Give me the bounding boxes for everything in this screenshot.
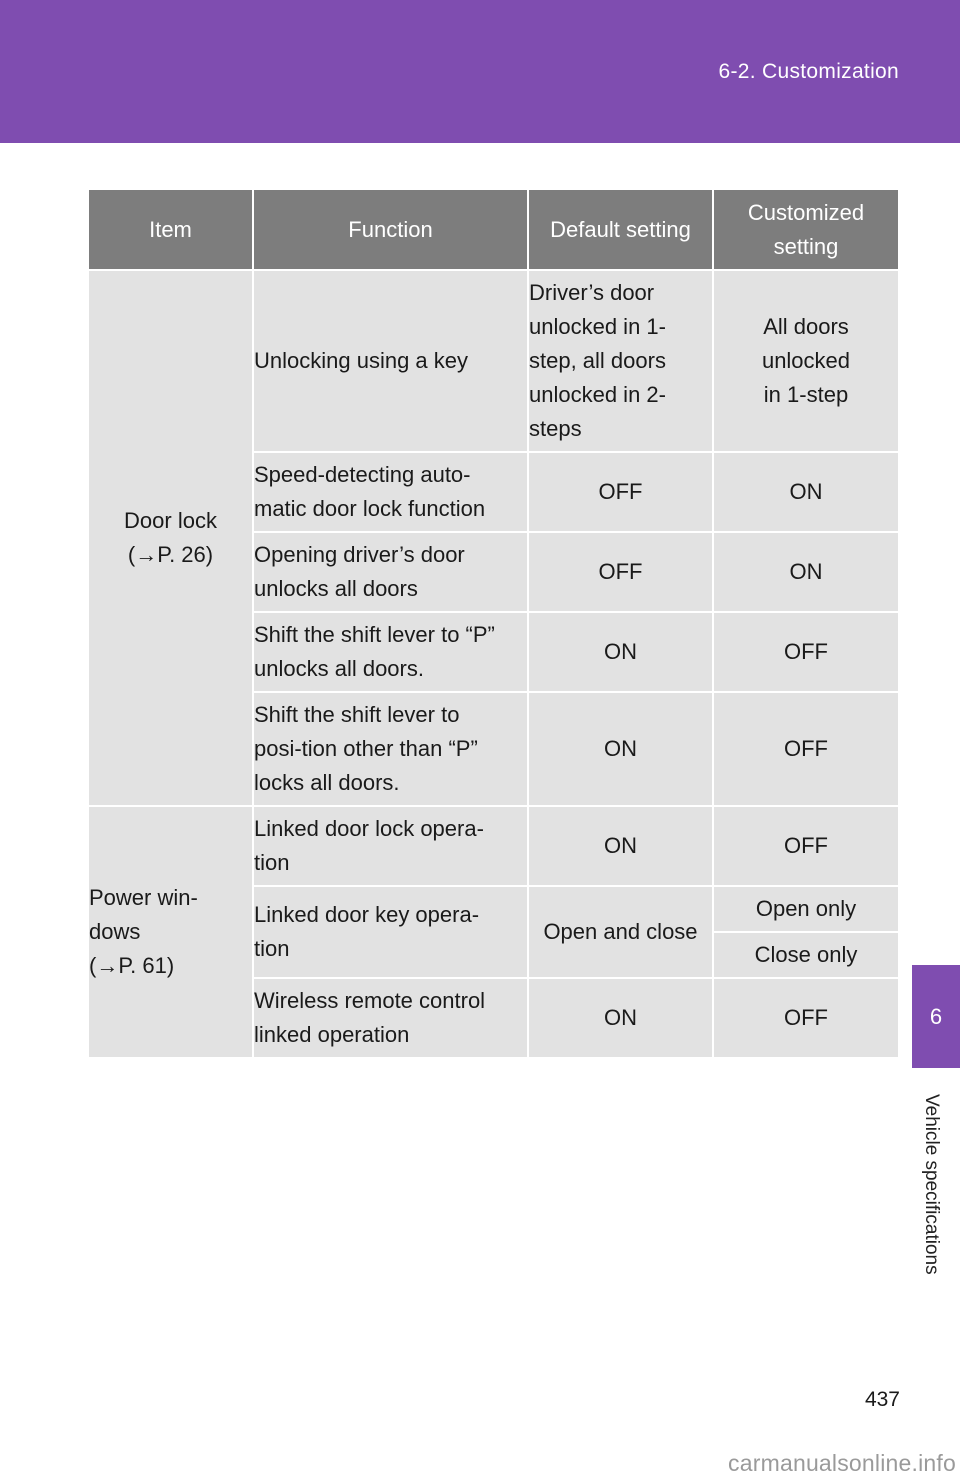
customization-table: [89, 190, 898, 1059]
page-reference: (→P. 61): [89, 953, 175, 978]
function-cell: [253, 806, 528, 886]
function-cell: [253, 532, 528, 612]
function-cell: Unlocking using a key: [253, 270, 528, 452]
column-header-item: Item: [89, 190, 253, 270]
customized-cell: ON: [713, 452, 898, 532]
table-row: [89, 270, 898, 452]
page-number: 437: [864, 1388, 900, 1411]
item-name: Door lock: [124, 508, 217, 533]
default-cell: Open and close: [528, 886, 713, 978]
chapter-tab: [912, 965, 960, 1068]
customized-cell: OFF: [713, 612, 898, 692]
default-cell: ON: [528, 806, 713, 886]
function-text: Wireless remote control linked operation: [254, 988, 486, 1047]
default-cell: ON: [528, 612, 713, 692]
customized-cell: OFF: [713, 692, 898, 806]
default-cell: OFF: [528, 452, 713, 532]
table-header-row: [89, 190, 898, 270]
page-reference: (→P. 26): [127, 542, 214, 567]
customized-cell: [713, 270, 898, 452]
customized-cell: Open only: [713, 886, 898, 932]
default-cell: OFF: [528, 532, 713, 612]
function-text: Shift the shift lever to “P” unlocks all doors.: [254, 622, 495, 681]
column-header-customized: Customized setting: [713, 190, 898, 270]
default-cell: ON: [528, 978, 713, 1058]
customized-cell: ON: [713, 532, 898, 612]
function-text: Opening driver’s door unlocks all doors: [254, 542, 465, 601]
default-cell: [528, 270, 713, 452]
function-text: Linked door key opera-tion: [254, 902, 480, 961]
function-text: Speed-detecting auto-matic door lock function: [254, 462, 486, 521]
column-header-default: Default setting: [528, 190, 713, 270]
column-header-function: Function: [253, 190, 528, 270]
item-name: Power win-dows: [89, 885, 198, 944]
customized-value: All doors unlocked in 1-step: [761, 314, 851, 407]
function-cell: [253, 886, 528, 978]
table-row: [89, 806, 898, 886]
function-cell: [253, 978, 528, 1058]
customized-cell: Close only: [713, 932, 898, 978]
customized-cell: OFF: [713, 978, 898, 1058]
page-header: [0, 0, 960, 143]
function-text: Shift the shift lever to posi-tion other than “P” locks all doors.: [254, 702, 478, 795]
chapter-label-text: Vehicle specifications: [921, 1094, 942, 1275]
item-cell-power-windows: [89, 806, 253, 1058]
function-cell: [253, 452, 528, 532]
function-cell: [253, 692, 528, 806]
chapter-number: 6: [929, 1003, 943, 1029]
watermark: carmanualsonline.info: [728, 1450, 956, 1476]
customized-cell: OFF: [713, 806, 898, 886]
default-cell: ON: [528, 692, 713, 806]
function-cell: [253, 612, 528, 692]
section-title: 6-2. Customization: [718, 60, 899, 83]
default-value: Driver’s door unlocked in 1-step, all doors unlocked in 2-steps: [529, 280, 666, 441]
item-cell-door-lock: [89, 270, 253, 806]
chapter-label: [919, 1082, 943, 1287]
function-text: Linked door lock opera-tion: [254, 816, 484, 875]
